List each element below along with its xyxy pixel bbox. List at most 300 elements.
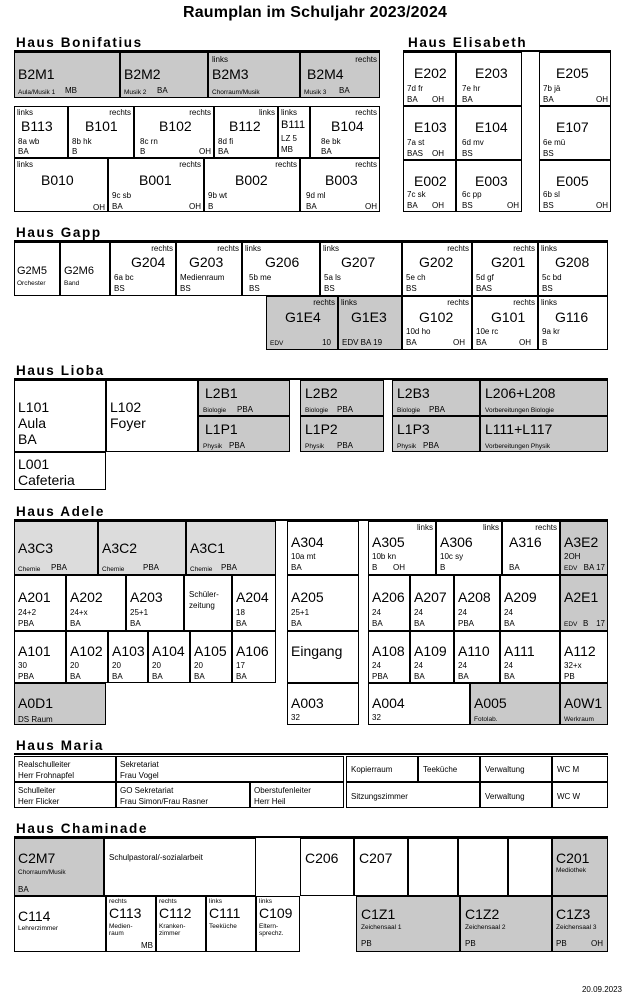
room-detail: BS <box>543 149 554 158</box>
room-label: A202 <box>70 589 103 605</box>
room-detail: EDV <box>564 621 578 628</box>
room-detail: BA <box>306 202 317 211</box>
room-detail: BA <box>407 95 418 104</box>
room-detail: Zeichensaal 2 <box>465 924 506 931</box>
room-detail: G208 <box>555 254 590 270</box>
room-label: L1P2 <box>305 421 338 437</box>
room-label: rechts <box>355 160 377 169</box>
room-a3e2 <box>560 521 608 575</box>
room-detail: G207 <box>341 254 376 270</box>
room-detail: BA <box>130 619 141 628</box>
room-a110 <box>454 631 500 683</box>
room-label: A105 <box>194 643 227 659</box>
room-a208 <box>454 575 500 631</box>
room-label: C201 <box>556 850 590 866</box>
room-detail: 8a wb <box>18 137 40 146</box>
room-detail: Teeküche <box>209 923 237 930</box>
room-detail: 10b kn <box>372 552 397 561</box>
room-detail: Herr Frohnapfel <box>18 771 75 780</box>
room-label: L111+L117 <box>485 421 553 437</box>
room-detail: Mediothek <box>556 867 586 874</box>
room-label: Teeküche <box>423 765 458 774</box>
room-detail: PBA <box>51 563 68 572</box>
room-l2b2 <box>300 380 384 416</box>
room-e203 <box>456 52 522 106</box>
room-detail: BS <box>462 201 473 210</box>
room-detail: BS <box>542 284 553 293</box>
room-detail: B2M3 <box>212 66 249 82</box>
room-m2 <box>116 756 344 782</box>
room-detail: EDV BA 19 <box>342 338 383 347</box>
room-detail: BA <box>321 147 332 156</box>
room-label: rechts <box>513 298 535 307</box>
room-detail: 7c sk <box>407 190 426 199</box>
room-b113 <box>14 106 68 158</box>
room-detail: 9d ml <box>306 191 326 200</box>
room-c113 <box>106 896 156 952</box>
room-detail: MB <box>281 145 293 154</box>
room-detail: 8c rn <box>140 137 158 146</box>
room-detail: BA 17 <box>583 563 605 572</box>
room-label: Schulleiter <box>18 786 56 795</box>
room-label: rechts <box>151 244 173 253</box>
room-label: rechts <box>109 108 131 117</box>
room-detail: B <box>583 619 589 628</box>
room-detail: 6b sl <box>543 190 560 199</box>
room-label: rechts <box>447 244 469 253</box>
room-detail: 24 <box>458 608 467 617</box>
room-label: A0W1 <box>564 695 603 711</box>
room-label: A111 <box>504 643 535 659</box>
room-label: A110 <box>458 643 490 659</box>
room-detail: Medien- <box>109 923 133 930</box>
room-label: A3C2 <box>102 540 138 556</box>
room-c201 <box>552 838 608 896</box>
room-label: A109 <box>414 643 447 659</box>
room-detail: OH <box>596 95 608 104</box>
room-label: E104 <box>475 119 508 135</box>
room-label: G2M5 <box>17 265 47 277</box>
room-detail: 24 <box>414 661 423 670</box>
room-detail: BA <box>504 619 515 628</box>
room-detail: 24 <box>414 608 423 617</box>
room-detail: BA <box>152 672 163 681</box>
room-detail: PB <box>564 672 575 681</box>
room-label: Verwaltung <box>485 792 525 801</box>
room-a3c3 <box>14 521 98 575</box>
room-label: links <box>281 108 298 117</box>
room-m1 <box>14 756 116 782</box>
room-label: A209 <box>504 589 537 605</box>
room-a112 <box>560 631 608 683</box>
room-label: A103 <box>112 643 145 659</box>
room-b001 <box>108 158 204 212</box>
room-detail: Zeichensaal 3 <box>556 924 597 931</box>
room-a2e1 <box>560 575 608 631</box>
room-label: Schulpastoral/-sozialarbeit <box>109 853 203 862</box>
room-detail: G101 <box>491 309 526 325</box>
room-l001 <box>14 452 106 490</box>
room-label: rechts <box>159 898 177 905</box>
room-detail: B <box>140 147 146 156</box>
room-a004 <box>368 683 470 725</box>
room-m5 <box>480 756 552 782</box>
room-a306 <box>436 521 502 575</box>
room-detail: 5e ch <box>406 273 426 282</box>
room-a304 <box>287 521 359 575</box>
room-l102 <box>106 380 198 452</box>
room-detail: BA <box>407 201 418 210</box>
room-detail: B <box>542 338 548 347</box>
room-detail: 24 <box>458 661 467 670</box>
section-underline <box>14 753 608 755</box>
room-label: E002 <box>414 173 447 189</box>
room-e205 <box>539 52 611 106</box>
room-a102 <box>66 631 108 683</box>
room-label: rechts <box>535 523 557 532</box>
room-detail: 7e hr <box>462 84 481 93</box>
room-detail: 9b wt <box>208 191 228 200</box>
room-detail: OH <box>199 147 211 156</box>
room-l2b3 <box>392 380 480 416</box>
room-c1z2 <box>460 896 552 952</box>
room-b102 <box>134 106 214 158</box>
room-a202 <box>66 575 126 631</box>
room-c1z3 <box>552 896 608 952</box>
room-g116 <box>538 296 608 350</box>
room-detail: 5b me <box>249 273 272 282</box>
room-detail: Biologie <box>305 407 329 414</box>
room-label: C1Z3 <box>556 906 591 922</box>
room-a105 <box>190 631 232 683</box>
room-label: C1Z1 <box>361 906 396 922</box>
room-detail: B <box>440 563 446 572</box>
room-detail: 5c bd <box>542 273 562 282</box>
room-detail: OH <box>591 939 603 948</box>
room-detail: 32 <box>291 713 300 722</box>
room-m4 <box>418 756 480 782</box>
room-label: E005 <box>556 173 589 189</box>
room-detail: 24+x <box>70 608 88 617</box>
room-detail: 10d ho <box>406 327 431 336</box>
room-c2m7 <box>14 838 104 896</box>
room-a003 <box>287 683 359 725</box>
room-label: C206 <box>305 850 339 866</box>
room-detail: Orchester <box>17 280 46 287</box>
room-label: L2B1 <box>205 385 238 401</box>
room-a205 <box>287 575 359 631</box>
room-c206 <box>300 838 354 896</box>
room-detail: C111 <box>209 905 241 921</box>
date-stamp: 20.09.2023 <box>581 985 622 994</box>
room-detail: B <box>72 147 78 156</box>
room-label: GO Sekretariat <box>120 786 174 795</box>
room-detail: 10a mt <box>291 552 316 561</box>
room-detail: zimmer <box>159 930 181 937</box>
room-detail: Zeichensaal 1 <box>361 924 402 931</box>
room-detail: OH <box>507 201 519 210</box>
room-label: C114 <box>18 908 51 924</box>
room-detail: Kranken- <box>159 923 186 930</box>
room-detail: B010 <box>41 172 74 188</box>
room-label: L102 Foyer <box>110 399 146 431</box>
room-e202 <box>403 52 456 106</box>
room-e103 <box>403 106 456 160</box>
room-detail: 32+x <box>564 661 582 670</box>
room-label: Oberstufenleiter <box>254 786 311 795</box>
room-label: rechts <box>355 55 377 64</box>
section-heading-lioba: Haus Lioba <box>16 363 105 378</box>
room-detail: Biologie <box>397 407 421 414</box>
room-label: links <box>541 244 558 253</box>
room-label: Kopierraum <box>351 765 393 774</box>
room-label: rechts <box>447 298 469 307</box>
room-m7 <box>14 782 116 808</box>
room-label: links <box>341 298 358 307</box>
room-label: E003 <box>475 173 508 189</box>
room-m11 <box>480 782 552 808</box>
room-l1p1 <box>198 416 290 452</box>
room-detail: G102 <box>419 309 454 325</box>
room-detail: B104 <box>331 118 364 134</box>
room-detail: Vorbereitungen Physik <box>485 443 551 450</box>
room-detail: 24 <box>504 661 513 670</box>
room-detail: G116 <box>555 309 589 325</box>
room-detail: BA <box>112 202 123 211</box>
room-cx1 <box>408 838 458 896</box>
room-label: rechts <box>109 898 127 905</box>
room-label: E103 <box>414 119 447 135</box>
room-label: L2B2 <box>305 385 338 401</box>
room-label: L1P3 <box>397 421 430 437</box>
room-detail: 17 <box>236 661 245 670</box>
room-a3c1 <box>186 521 276 575</box>
room-g207 <box>320 242 402 296</box>
room-detail: BAS <box>407 149 424 158</box>
room-detail: 8d fi <box>218 137 234 146</box>
room-detail: Chemie <box>102 566 125 573</box>
room-b2m3 <box>208 52 300 98</box>
room-detail: PB <box>361 939 372 948</box>
room-detail: sprechz. <box>259 930 284 937</box>
room-detail: 5a ls <box>324 273 341 282</box>
room-detail: BS <box>114 284 125 293</box>
room-detail: Aula/Musik 1 <box>18 89 56 96</box>
room-detail: B101 <box>85 118 118 134</box>
room-label: Eingang <box>291 643 343 659</box>
room-label: L1P1 <box>205 421 238 437</box>
room-detail: BA <box>458 672 469 681</box>
room-detail: G204 <box>131 254 166 270</box>
room-detail: G1E4 <box>285 309 321 325</box>
room-label: links <box>259 898 273 905</box>
room-detail: BA <box>157 86 168 95</box>
room-label: links <box>245 244 262 253</box>
room-detail: BA <box>194 672 205 681</box>
room-a103 <box>108 631 148 683</box>
room-detail: BA <box>18 885 29 894</box>
room-detail: BAS <box>476 284 493 293</box>
room-a109 <box>410 631 454 683</box>
room-detail: PBA <box>229 441 246 450</box>
room-detail: PBA <box>221 563 238 572</box>
room-detail: 7a st <box>407 138 425 147</box>
room-l2b1 <box>198 380 290 416</box>
room-detail: G203 <box>189 254 224 270</box>
room-detail: Chorraum/Musik <box>18 869 66 876</box>
room-e005 <box>539 160 611 212</box>
room-detail: Musik 2 <box>124 89 147 96</box>
room-detail: 24+2 <box>18 608 37 617</box>
room-detail: G206 <box>265 254 300 270</box>
room-detail: DS Raum <box>18 715 53 724</box>
room-label: A203 <box>130 589 163 605</box>
room-label: rechts <box>513 244 535 253</box>
room-m6 <box>552 756 608 782</box>
room-b002 <box>204 158 300 212</box>
room-detail: BA <box>339 86 350 95</box>
room-e107 <box>539 106 611 160</box>
room-label: G2M6 <box>64 265 94 277</box>
room-detail: 32 <box>372 713 381 722</box>
room-label: A204 <box>236 589 269 605</box>
room-detail: Chorraum/Musik <box>212 89 260 96</box>
room-g208 <box>538 242 608 296</box>
room-label: E202 <box>414 65 447 81</box>
room-detail: 18 <box>236 608 245 617</box>
room-detail: B003 <box>325 172 358 188</box>
room-a203 <box>126 575 184 631</box>
room-detail: Physik <box>397 443 417 450</box>
room-label: C2M7 <box>18 850 56 866</box>
room-detail: Band <box>64 280 80 287</box>
room-label: C1Z2 <box>465 906 500 922</box>
room-label: A205 <box>291 589 324 605</box>
room-label: A3E2 <box>564 534 599 550</box>
room-detail: B111 <box>281 119 306 131</box>
room-detail: Physik <box>305 443 325 450</box>
room-c112 <box>156 896 206 952</box>
room-label: rechts <box>355 108 377 117</box>
room-detail: OH <box>432 95 444 104</box>
room-detail: EDV <box>270 340 284 347</box>
section-heading-bonifatius: Haus Bonifatius <box>16 35 143 50</box>
room-label: A0D1 <box>18 695 54 711</box>
room-label: links <box>541 298 558 307</box>
section-heading-gapp: Haus Gapp <box>16 225 102 240</box>
room-detail: Vorbereitungen Biologie <box>485 407 555 414</box>
room-detail: BA <box>218 147 229 156</box>
room-detail: Eltern- <box>259 923 279 930</box>
room-b112 <box>214 106 278 158</box>
room-e002 <box>403 160 456 212</box>
room-label: Sekretariat <box>120 760 159 769</box>
room-detail: MB <box>141 941 153 950</box>
room-detail: raum <box>109 930 124 937</box>
room-detail: PB <box>556 939 567 948</box>
room-l1p2 <box>300 416 384 452</box>
room-detail: 5d gf <box>476 273 494 282</box>
room-schuelerzeitung <box>184 575 232 631</box>
room-g2m5 <box>14 242 60 296</box>
room-c111 <box>206 896 256 952</box>
room-detail: LZ 5 <box>281 134 298 143</box>
room-detail: BA <box>291 619 302 628</box>
room-detail: C109 <box>259 905 293 921</box>
room-a005 <box>470 683 560 725</box>
room-detail: 30 <box>18 661 27 670</box>
room-detail: Frau Simon/Frau Rasner <box>120 797 209 806</box>
room-detail: 2OH <box>564 552 581 561</box>
room-detail: PBA <box>423 441 440 450</box>
room-detail: BS <box>543 201 554 210</box>
room-c114 <box>14 896 106 952</box>
room-a3c2 <box>98 521 186 575</box>
room-detail: BS <box>180 284 191 293</box>
room-label: A201 <box>18 589 51 605</box>
room-csp <box>104 838 256 896</box>
room-b104 <box>310 106 380 158</box>
room-detail: Fotolab. <box>474 716 498 723</box>
room-detail: BA <box>236 672 247 681</box>
room-l1p3 <box>392 416 480 452</box>
room-detail: B001 <box>139 172 172 188</box>
room-label: A207 <box>414 589 447 605</box>
room-detail: B <box>372 563 378 572</box>
room-detail: MB <box>65 86 77 95</box>
room-a316 <box>502 521 560 575</box>
room-detail: A306 <box>440 534 473 550</box>
room-detail: 10e rc <box>476 327 499 336</box>
room-b101 <box>68 106 134 158</box>
room-label: A102 <box>70 643 103 659</box>
room-detail: Frau Vogel <box>120 771 159 780</box>
room-detail: BA <box>236 619 247 628</box>
room-detail: 6d mv <box>462 138 484 147</box>
room-b003 <box>300 158 380 212</box>
room-label: L206+L208 <box>485 385 556 401</box>
room-e003 <box>456 160 522 212</box>
room-detail: BA <box>18 147 29 156</box>
room-detail: OH <box>93 203 105 212</box>
room-a101 <box>14 631 66 683</box>
room-detail: OH <box>393 563 405 572</box>
room-label: links <box>258 108 275 117</box>
room-c207 <box>354 838 408 896</box>
room-b2m4 <box>300 52 380 98</box>
room-detail: Biologie <box>203 407 227 414</box>
room-label: A208 <box>458 589 491 605</box>
room-detail: OH <box>519 338 531 347</box>
room-detail: 8e bk <box>321 137 341 146</box>
room-detail: 7b jä <box>543 84 561 93</box>
room-label: E107 <box>556 119 589 135</box>
room-detail: PBA <box>237 405 254 414</box>
room-detail: Herr Heil <box>254 797 286 806</box>
room-detail: 24 <box>372 608 381 617</box>
room-g202 <box>402 242 472 296</box>
room-detail: PBA <box>337 441 354 450</box>
room-g206 <box>242 242 320 296</box>
room-detail: G202 <box>419 254 454 270</box>
room-detail: BA <box>112 672 123 681</box>
room-eingang <box>287 631 359 683</box>
room-detail: 20 <box>152 661 161 670</box>
room-detail: 25+1 <box>291 608 310 617</box>
room-detail: BA <box>543 95 554 104</box>
room-detail: B2M4 <box>307 66 344 82</box>
room-l101 <box>14 380 106 452</box>
